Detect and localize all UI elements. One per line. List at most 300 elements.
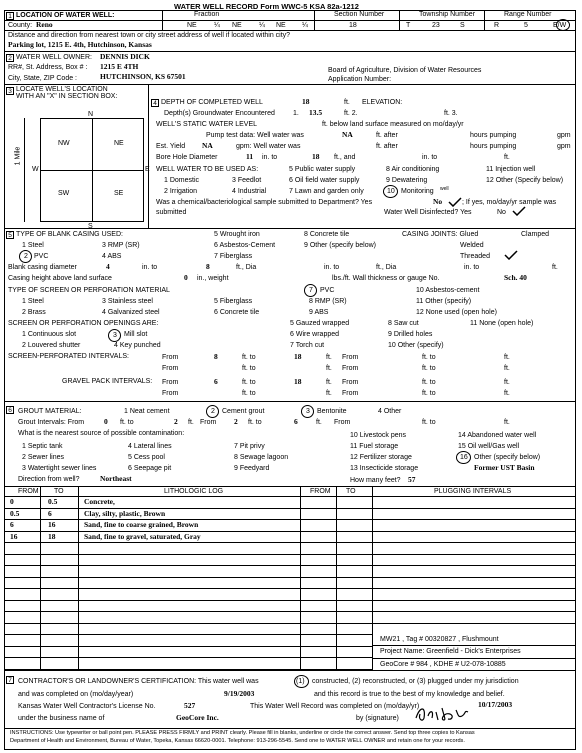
spi-from-value[interactable]: 8: [214, 352, 218, 361]
yield-after: ft. after: [376, 143, 398, 150]
west-label: W: [32, 166, 39, 173]
casing-2-number: 2: [24, 253, 28, 260]
instructions-line-1: INSTRUCTIONS: Use typewriter or ball point pen. PLEASE PRESS FIRMLY and PRINT clearly. Please fill in blanks, underline or circle the correct answer. Send top three copies to Kansas: [10, 730, 475, 736]
divider: [4, 401, 576, 402]
log-cell-from[interactable]: 0.5: [10, 508, 20, 518]
log-row-line: [4, 623, 576, 624]
casing-welded[interactable]: Welded: [460, 242, 484, 249]
grout-3-circle-mark: [301, 405, 314, 418]
log-row-line: [4, 657, 372, 658]
screen-9[interactable]: 9 ABS: [309, 309, 329, 316]
log-col-line: [372, 486, 373, 670]
south-label: S: [88, 223, 93, 230]
grout-material-label: GROUT MATERIAL:: [18, 408, 82, 415]
gp-ft-1: ft.: [326, 379, 332, 386]
screen-7-number: 7: [309, 287, 313, 294]
gw-1-value[interactable]: 13.5: [309, 108, 323, 117]
checkmark-icon: [512, 206, 526, 216]
log-col-line: [78, 486, 79, 670]
grout-ft-2: ft.: [316, 419, 322, 426]
distance-label: Distance and direction from nearest town or city street address of well if located within city?: [8, 32, 291, 39]
gw-2-label: ft. 2.: [344, 110, 358, 117]
grout-from-label-2: From: [200, 419, 217, 426]
business-name[interactable]: GeoCore Inc.: [176, 713, 219, 722]
contam-12[interactable]: 12 Fertilizer storage: [350, 454, 412, 461]
gp-to-value[interactable]: 18: [294, 377, 302, 386]
elevation-label: ELEVATION:: [362, 99, 403, 106]
bore-label: Bore Hole Diameter: [156, 154, 218, 161]
casing-ft-dia: ft., Dia: [236, 264, 257, 271]
opening-5[interactable]: 5 Gauzed wrapped: [290, 320, 350, 327]
use-3[interactable]: 3 Feedlot: [232, 177, 262, 184]
section-box-hline: [40, 170, 144, 171]
street-value[interactable]: 1215 E 4TH: [100, 62, 139, 71]
yield-gpm-end: gpm: [557, 143, 571, 150]
casing-diameter-value[interactable]: 4: [106, 262, 110, 271]
divider: [372, 658, 576, 659]
casing-2[interactable]: PVC: [34, 253, 49, 260]
divider: [4, 84, 576, 85]
gp-from-value[interactable]: 6: [214, 377, 218, 386]
instructions-line-2: Department of Health and Environment, Bureau of Water, Topeka, Kansas 66620-0001. Telephone: 913-296-5545. Send one to WATER WELL OWNER and retain one for your records.: [10, 738, 465, 744]
casing-lbs-label: lbs./ft. Wall thickness or gauge No.: [332, 275, 440, 282]
opening-3-number: 3: [113, 332, 117, 339]
use-1[interactable]: 1 Domestic: [164, 177, 200, 184]
grout-3-number: 3: [306, 408, 310, 415]
casing-2-circle-mark: [19, 250, 32, 263]
grout-ft-3: ft.: [504, 419, 510, 426]
owner-value[interactable]: DENNIS DICK: [100, 52, 150, 61]
checkmark-icon: [448, 197, 462, 207]
spi-from-label-4: From: [342, 365, 359, 372]
fraction-label: Fraction: [194, 11, 220, 18]
log-row-line: [4, 554, 576, 555]
casing-5[interactable]: 5 Wrought iron: [214, 231, 260, 238]
casing-joints-label: CASING JOINTS: Glued: [402, 231, 479, 238]
casing-diameter-label: Blank casing diameter: [8, 264, 77, 271]
contam-11[interactable]: 11 Fuel storage: [350, 443, 399, 450]
se-label: SE: [114, 190, 124, 197]
log-row-line: [4, 646, 372, 647]
opening-6[interactable]: 6 Wire wrapped: [290, 331, 340, 338]
section-number-value[interactable]: 18: [349, 22, 357, 29]
casing-clamped[interactable]: Clamped: [521, 231, 550, 238]
bore-to-value[interactable]: 18: [312, 152, 320, 161]
pump-after: ft. after: [376, 132, 398, 139]
divider: [399, 10, 400, 30]
use-10-well: well: [440, 186, 449, 192]
log-cell-from[interactable]: 6: [10, 520, 14, 529]
grout-ft-to-2: ft. to: [248, 419, 262, 426]
divider: [4, 30, 576, 31]
opening-8[interactable]: 8 Saw cut: [388, 320, 419, 327]
section-6-marker: 6: [6, 406, 14, 414]
casing-4[interactable]: 4 ABS: [102, 253, 122, 260]
screen-6[interactable]: 6 Concrete tile: [214, 309, 260, 316]
divider: [484, 10, 485, 30]
casing-in-to: in. to: [142, 264, 158, 271]
mile-scale-line: [24, 118, 25, 222]
openings-label: SCREEN OR PERFORATION OPENINGS ARE:: [8, 320, 159, 327]
log-cell-from[interactable]: 0: [10, 497, 14, 506]
spi-to-value[interactable]: 18: [294, 352, 302, 361]
cert-line-3a: Kansas Water Well Contractor's License No.: [18, 703, 156, 710]
log-cell-desc[interactable]: Concrete,: [84, 497, 115, 506]
spi-ft-to-2: ft. to: [422, 354, 436, 361]
gp-from-label-4: From: [342, 390, 359, 397]
north-label: N: [88, 111, 94, 118]
log-cell-desc[interactable]: Clay, silty, plastic, Brown: [84, 508, 166, 518]
license-number[interactable]: 527: [184, 701, 196, 710]
screen-4[interactable]: 4 Galvanized steel: [102, 309, 160, 316]
spi-ft-to: ft. to: [242, 354, 256, 361]
log-cell-to[interactable]: 16: [48, 520, 56, 529]
opening-11[interactable]: 11 None (open hole): [470, 320, 534, 327]
casing-height-value[interactable]: 0: [184, 273, 188, 282]
contam-other-value[interactable]: Former UST Basin: [474, 463, 535, 472]
contam-3[interactable]: 3 Watertight sewer lines: [22, 465, 97, 472]
casing-weight-label: in., weight: [197, 275, 229, 282]
log-row-line: [4, 600, 576, 601]
log-row-line: [4, 611, 576, 612]
submitted-label: submitted: [156, 209, 187, 216]
use-12[interactable]: 12 Other (Specify below): [486, 177, 564, 184]
opening-2[interactable]: 2 Louvered shutter: [22, 342, 81, 349]
gp-from-label-2: From: [342, 379, 359, 386]
divider: [162, 10, 163, 30]
fraction-3[interactable]: NE: [276, 22, 286, 29]
cert-line-1b: constructed, (2) reconstructed, or (3) plugged under my jurisdiction: [312, 678, 519, 685]
casing-in-to-3: in. to: [464, 264, 480, 271]
location-label: LOCATION OF WATER WELL:: [16, 12, 115, 19]
spi-ft-1: ft.: [326, 354, 332, 361]
gp-ft-2: ft.: [504, 379, 510, 386]
use-9[interactable]: 9 Dewatering: [386, 177, 428, 184]
screen-2[interactable]: 2 Brass: [22, 309, 46, 316]
screen-8[interactable]: 8 RMP (SR): [309, 298, 347, 305]
contam-1[interactable]: 1 Septic tank: [22, 443, 63, 450]
yield-gpm: gpm: Well water was: [236, 143, 301, 150]
cert-line-1a: CONTRACTOR'S OR LANDOWNER'S CERTIFICATION: This water well was: [18, 678, 259, 685]
contam-7[interactable]: 7 Pit privy: [234, 443, 265, 450]
log-cell-to[interactable]: 6: [48, 508, 52, 518]
east-label: E: [145, 166, 150, 173]
grout-2[interactable]: Cement grout: [222, 408, 265, 415]
contam-2[interactable]: 2 Sewer lines: [22, 454, 65, 461]
divider: [4, 728, 576, 729]
range-number-label: Range Number: [504, 11, 552, 18]
log-cell-to[interactable]: 18: [48, 531, 56, 541]
sw-label: SW: [58, 190, 70, 197]
log-header-plugging: PLUGGING INTERVALS: [434, 488, 512, 495]
casing-ft-end: ft.: [552, 264, 558, 271]
grout-from-value-2[interactable]: 2: [234, 417, 238, 426]
log-note-1: MW21 , Tag # 00320827 , Flushmount: [380, 636, 499, 643]
casing-8[interactable]: 8 Concrete tile: [304, 231, 350, 238]
casing-9[interactable]: 9 Other (specify below): [304, 242, 376, 249]
spi-ft-4: ft.: [504, 365, 510, 372]
range-prefix: R: [494, 22, 500, 29]
groundwater-label: Depth(s) Groundwater Encountered: [164, 110, 275, 117]
gp-ft-to-2: ft. to: [422, 379, 436, 386]
locate-label-2: WITH AN "X" IN SECTION BOX:: [16, 93, 118, 100]
opening-9[interactable]: 9 Drilled holes: [388, 331, 433, 338]
contam-6[interactable]: 6 Seepage pit: [128, 465, 172, 472]
county-value[interactable]: Reno: [36, 20, 53, 29]
use-4[interactable]: 4 Industrial: [232, 188, 267, 195]
log-col-line: [300, 486, 301, 670]
spi-from-label: From: [162, 354, 179, 361]
opening-3[interactable]: Mill slot: [124, 331, 148, 338]
gw-3-label: ft. 3.: [444, 110, 458, 117]
gp-ft-to-4: ft. to: [422, 390, 436, 397]
grout-2-circle-mark: [206, 405, 219, 418]
use-10-circle-mark: [383, 185, 398, 198]
log-cell-desc[interactable]: Sand, fine to coarse grained, Brown: [84, 520, 199, 529]
city-value[interactable]: HUTCHINSON, KS 67501: [100, 72, 186, 81]
gp-ft-4: ft.: [504, 390, 510, 397]
township-prefix: T: [406, 22, 411, 29]
contam-4[interactable]: 4 Lateral lines: [128, 443, 172, 450]
rr-label: RR#, St. Address, Box # :: [8, 64, 88, 71]
divider: [148, 84, 149, 229]
log-row-line: [4, 542, 576, 543]
divider: [4, 486, 576, 487]
gp-ft-to-3: ft. to: [242, 390, 256, 397]
water-well-record-form: [4, 2, 576, 750]
cert-line-1-number: (1): [296, 678, 305, 685]
spi-from-label-3: From: [162, 365, 179, 372]
contam-14[interactable]: 14 Abandoned water well: [458, 432, 537, 439]
township-number-label: Township Number: [419, 11, 476, 18]
grout-4[interactable]: 4 Other: [378, 408, 402, 415]
city-label: City, State, ZIP Code :: [8, 75, 77, 82]
use-8[interactable]: 8 Air conditioning: [386, 166, 440, 173]
gp-from-label: From: [162, 379, 179, 386]
grout-to-value-2[interactable]: 6: [294, 417, 298, 426]
log-row-line: [4, 577, 576, 578]
use-label: WELL WATER TO BE USED AS:: [156, 166, 259, 173]
casing-type-label: TYPE OF BLANK CASING USED:: [16, 231, 123, 238]
contam-16-circle-mark: [456, 451, 471, 464]
depth-value[interactable]: 18: [302, 97, 310, 106]
use-7[interactable]: 7 Lawn and garden only: [289, 188, 364, 195]
checkmark-icon: [504, 250, 518, 260]
log-header-to-2: TO: [346, 488, 356, 495]
county-label: County:: [8, 22, 33, 29]
casing-ft-dia-2: ft., Dia: [376, 264, 397, 271]
locate-label-1: LOCATE WELL'S LOCATION: [16, 86, 108, 93]
screen-10[interactable]: 10 Asbestos-cement: [416, 287, 480, 294]
divider: [4, 51, 576, 52]
screen-5[interactable]: 5 Fiberglass: [214, 298, 253, 305]
depth-label: DEPTH OF COMPLETED WELL: [161, 99, 263, 106]
screen-intervals-label: SCREEN-PERFORATED INTERVALS:: [8, 353, 129, 360]
owner-label: WATER WELL OWNER:: [16, 54, 92, 61]
screen-12[interactable]: 12 None used (open hole): [416, 309, 497, 316]
cert-line-4a: under the business name of: [18, 715, 105, 722]
fraction-2[interactable]: NE: [232, 22, 242, 29]
use-10-number: 10: [387, 188, 395, 195]
screen-3[interactable]: 3 Stainless steel: [102, 298, 153, 305]
pump-na[interactable]: NA: [342, 130, 353, 139]
chemical-rest: ; If yes, mo/day/yr sample was: [462, 199, 557, 206]
depth-ft: ft.: [344, 99, 350, 106]
section-5-marker: 5: [6, 231, 14, 239]
casing-6[interactable]: 6 Asbestos-Cement: [214, 242, 276, 249]
quarter-1: ¼: [214, 22, 220, 29]
opening-4[interactable]: 4 Key punched: [114, 342, 161, 349]
cert-line-2a: and was completed on (mo/day/year): [18, 691, 134, 698]
contam-16-number: 16: [460, 454, 468, 461]
opening-7[interactable]: 7 Torch cut: [290, 342, 325, 349]
gravel-pack-label: GRAVEL PACK INTERVALS:: [62, 378, 153, 385]
board-text: Board of Agriculture, Division of Water Resources: [328, 67, 482, 74]
pump-gpm: gpm: [557, 132, 571, 139]
log-col-line: [40, 486, 41, 670]
mile-label: 1 Mile: [14, 146, 22, 166]
signature-label: by (signature): [356, 715, 399, 722]
fraction-1[interactable]: NE: [187, 22, 197, 29]
grout-intervals-label: Grout Intervals: From: [18, 419, 85, 426]
gp-ft-3: ft.: [326, 390, 332, 397]
cert-1-circle-mark: [294, 675, 309, 688]
casing-threaded[interactable]: Threaded: [460, 253, 490, 260]
direction-label: Direction from well?: [18, 476, 80, 483]
casing-height-label: Casing height above land surface: [8, 275, 112, 282]
section-7-marker: 7: [6, 676, 14, 684]
signature-mark: [414, 704, 470, 724]
log-cell-from[interactable]: 16: [10, 531, 18, 541]
gp-ft-to: ft. to: [242, 379, 256, 386]
ne-label: NE: [114, 140, 124, 147]
range-value[interactable]: 5: [524, 22, 528, 29]
contam-16[interactable]: Other (specify below): [474, 454, 541, 461]
static-level-label: WELL'S STATIC WATER LEVEL: [156, 121, 258, 128]
divider: [4, 228, 576, 229]
grout-ft: ft.: [188, 419, 194, 426]
casing-3[interactable]: 3 RMP (SR): [102, 242, 140, 249]
screen-7-circle-mark: [304, 284, 317, 297]
screen-material-label: TYPE OF SCREEN OR PERFORATION MATERIAL: [8, 287, 170, 294]
bore-in-to-2: in. to: [422, 154, 438, 161]
grout-3[interactable]: Bentonite: [317, 408, 347, 415]
grout-2-number: 2: [211, 408, 215, 415]
quarter-2: ¼: [259, 22, 265, 29]
gw-1-number: 1.: [293, 110, 299, 117]
log-cell-desc[interactable]: Sand, fine to gravel, saturated, Gray: [84, 531, 201, 541]
screen-11[interactable]: 11 Other (specify): [416, 298, 472, 305]
cert-line-3b: This Water Well Record was completed on (mo/day/yr): [250, 703, 420, 710]
grout-ft-to: ft. to: [120, 419, 134, 426]
contam-15[interactable]: 15 Oil well/Gas well: [458, 443, 520, 450]
bore-in-to: in. to: [262, 154, 278, 161]
static-level-rest: ft. below land surface measured on mo/day/yr: [322, 121, 464, 128]
cert-line-2b: and this record is true to the best of my knowledge and belief.: [314, 691, 505, 698]
divider: [4, 20, 576, 21]
spi-ft-to-4: ft. to: [422, 365, 436, 372]
grout-to-value[interactable]: 2: [174, 417, 178, 426]
bore-value[interactable]: 11: [246, 152, 254, 161]
grout-from-value[interactable]: 0: [104, 417, 108, 426]
contam-13[interactable]: 13 Insecticide storage: [350, 465, 419, 472]
spi-from-label-2: From: [342, 354, 359, 361]
casing-1[interactable]: 1 Steel: [22, 242, 44, 249]
use-5[interactable]: 5 Public water supply: [289, 166, 356, 173]
grout-1[interactable]: 1 Neat cement: [124, 408, 170, 415]
use-11[interactable]: 11 Injection well: [486, 166, 536, 173]
spi-ft-3: ft.: [326, 365, 332, 372]
casing-7[interactable]: 7 Fiberglass: [214, 253, 253, 260]
spi-ft-to-3: ft. to: [242, 365, 256, 372]
bore-ft: ft.: [504, 154, 510, 161]
divider: [314, 10, 315, 30]
contamination-label: What is the nearest source of possible contamination:: [18, 430, 185, 437]
opening-1[interactable]: 1 Continuous slot: [22, 331, 77, 338]
contam-5[interactable]: 5 Cess pool: [128, 454, 165, 461]
application-number-label: Application Number:: [328, 76, 392, 83]
opening-3-circle-mark: [108, 329, 121, 342]
completion-date[interactable]: 9/19/2003: [224, 689, 255, 698]
grout-from-label-3: From: [334, 419, 351, 426]
range-direction: E/W: [553, 22, 567, 29]
log-header-from: FROM: [18, 488, 39, 495]
record-date[interactable]: 10/17/2003: [478, 700, 513, 709]
screen-1[interactable]: 1 Steel: [22, 298, 44, 305]
bore-ft-and: ft., and: [334, 154, 356, 161]
nw-label: NW: [58, 140, 70, 147]
casing-in-to-2: in. to: [324, 264, 340, 271]
section-4-marker: 4: [151, 99, 159, 107]
yield-label: Est. Yield: [156, 143, 186, 150]
contam-9[interactable]: 9 Feedyard: [234, 465, 270, 472]
direction-value[interactable]: Northeast: [100, 474, 132, 483]
log-header-to: TO: [54, 488, 64, 495]
log-header-from-2: FROM: [310, 488, 331, 495]
contam-10[interactable]: 10 Livestock pens: [350, 432, 407, 439]
address-value[interactable]: Parking lot, 1215 E. 4th, Hutchinson, Kansas: [8, 40, 152, 49]
divider: [372, 645, 576, 646]
use-6[interactable]: 6 Oil field water supply: [289, 177, 360, 184]
casing-to-value[interactable]: 8: [206, 262, 210, 271]
log-note-3: GeoCore # 984 , KDHE # U2-078-10885: [380, 661, 506, 668]
screen-7[interactable]: PVC: [320, 287, 335, 294]
log-col-line: [336, 486, 337, 670]
spi-ft-2: ft.: [504, 354, 510, 361]
section-2-marker: 2: [6, 54, 14, 62]
feet-value[interactable]: 57: [408, 475, 416, 484]
log-row-line: [4, 634, 372, 635]
use-2[interactable]: 2 Irrigation: [164, 188, 198, 195]
log-row-line: [4, 565, 576, 566]
section-number-label: Section Number: [334, 11, 385, 18]
chemical-no[interactable]: No: [433, 197, 443, 206]
contam-8[interactable]: 8 Sewage lagoon: [234, 454, 289, 461]
log-row-line: [4, 588, 576, 589]
use-10[interactable]: Monitoring: [401, 188, 434, 195]
disinfected-no[interactable]: No: [497, 209, 506, 216]
section-3-marker: 3: [6, 87, 14, 95]
divider: [4, 670, 576, 671]
yield-na[interactable]: NA: [202, 141, 213, 150]
form-title: WATER WELL RECORD Form WWC-5 KSA 82a-1212: [174, 2, 359, 11]
township-value[interactable]: 23: [432, 22, 440, 29]
township-direction: S: [460, 22, 465, 29]
log-header-lithologic: LITHOLOGIC LOG: [164, 488, 224, 495]
opening-10[interactable]: 10 Other (specify): [388, 342, 444, 349]
log-cell-to[interactable]: 0.5: [48, 497, 58, 506]
casing-gauge-value[interactable]: Sch. 40: [504, 273, 527, 282]
